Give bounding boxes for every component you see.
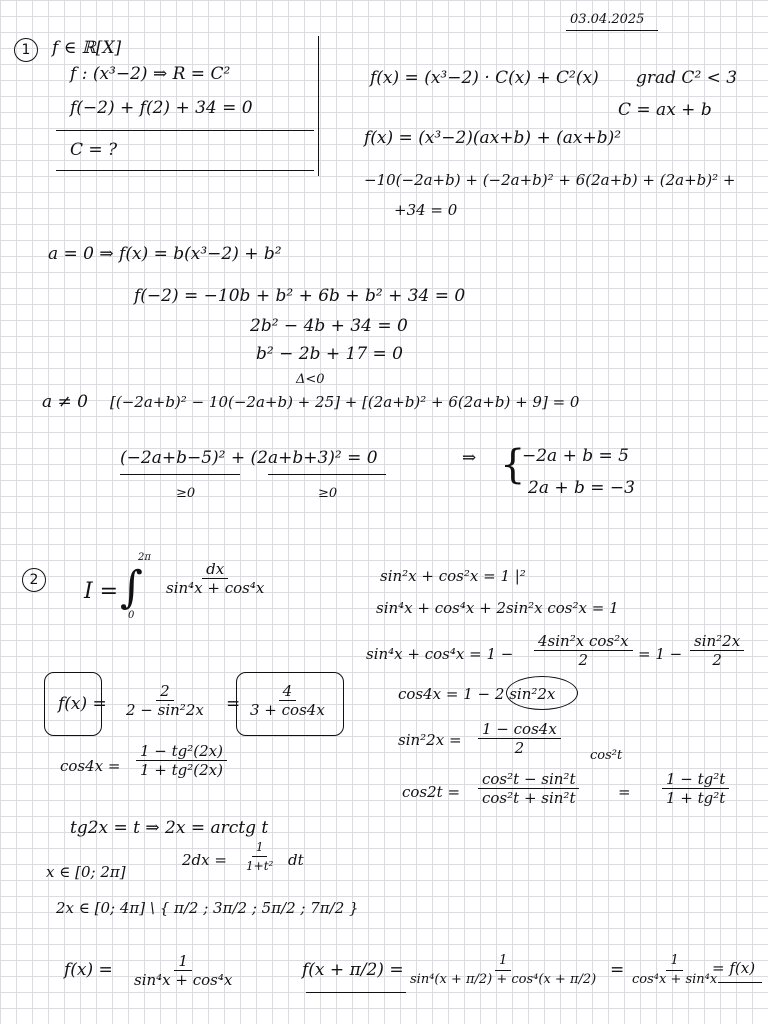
period-frac3 [628,952,721,989]
given-vertical-divider [318,36,319,176]
question-underline [56,170,314,171]
circled-sin2-2x [506,676,578,710]
p2-right-l2: sin⁴x + cos⁴x + 2sin²x cos²x = 1 [376,599,619,617]
frac-num: 2 [156,682,174,701]
boxed-eq: = [226,694,241,714]
period-fshift: f(x + π/2) = [302,960,404,980]
cos4x-frac [136,742,227,779]
period-eq: = [610,960,625,980]
case-an0-implies: ⇒ [462,448,477,468]
period-underline [306,992,406,993]
nonneg-left: ≥0 [176,486,196,501]
p2-right-l4: cos4x = 1 − 2 sin²2x [398,685,556,703]
p2-right-l6-note: cos²t [590,748,623,763]
given-condition: f(−2) + f(2) + 34 = 0 [70,98,253,118]
frac-den: sin⁴(x + π/2) + cos⁴(x + π/2) [410,972,597,987]
case-a0-l3: b² − 2b + 17 = 0 [256,344,403,364]
square-underline-1 [120,474,240,475]
p1-c-form: C = ax + b [618,100,712,120]
integral-I: I = [84,579,119,604]
p2-right-l5a: sin²2x = [398,731,462,749]
frac-den: 1 + tg²(2x) [140,761,223,779]
date-underline [566,30,658,31]
subst-l2b: dt [288,851,304,869]
frac-num: 1 − cos4x [478,720,561,739]
system-eq1: −2a + b = 5 [522,446,629,466]
frac-num: 1 [174,952,192,971]
frac-num: cos²t − sin²t [478,770,579,789]
subst-domain: x ∈ [0; 2π] [46,863,126,881]
given-separator [56,130,314,131]
boxed-fx-label: f(x) = [58,694,107,714]
integrand-den: sin⁴x + cos⁴x [166,579,265,597]
p2-right-l1: sin²x + cos²x = 1 |² [380,567,526,585]
given-division: f : (x³−2) ⇒ R = C² [70,64,231,84]
case-a0-l1: f(−2) = −10b + b² + 6b + b² + 34 = 0 [134,286,466,306]
frac-den: 2 [712,651,722,669]
p1-right-line4: +34 = 0 [394,201,458,219]
boxed-frac2 [246,682,329,719]
p1-grad: grad C² < 3 [636,68,738,88]
p2-right-l3a: sin⁴x + cos⁴x = 1 − [366,645,514,663]
frac-num: 1 − tg²(2x) [136,742,227,761]
period-result: = f(x) [712,959,756,977]
frac-den: 3 + cos4x [250,701,325,719]
subst-frac [242,838,277,875]
given-ring: f ∈ ℝ[X] [52,38,122,58]
case-a0-l2: 2b² − 4b + 34 = 0 [250,316,408,336]
frac-den: cos⁴x + sin⁴x [632,972,718,987]
frac-den: sin⁴x + cos⁴x [134,971,233,989]
square-underline-2 [268,474,386,475]
subst-exclusion: 2x ∈ [0; 4π] \ { π/2 ; 3π/2 ; 5π/2 ; 7π/2 } [56,899,359,917]
integrand-num: dx [202,560,228,579]
p2-right-l6a: cos2t = [402,783,461,801]
subst-l2a: 2dx = [182,851,227,869]
p2-right-l6-frac2 [662,770,729,807]
p1-right-line2: f(x) = (x³−2)(ax+b) + (ax+b)² [364,128,622,148]
frac-num: 4 [279,682,297,701]
integral-sign: ∫ [120,562,143,613]
p1-right-line3: −10(−2a+b) + (−2a+b)² + 6(2a+b) + (2a+b)² + [364,171,736,189]
case-an0-l1: [(−2a+b)² − 10(−2a+b) + 25] + [(2a+b)² + 6(2a+b) + 9] = 0 [110,393,580,411]
delta-note: Δ<0 [296,372,325,387]
integral-upper: 2π [138,552,151,563]
subst-l1: tg2x = t ⇒ 2x = arctg t [70,818,269,838]
frac-num: 1 [666,952,682,971]
frac-num: 1 [252,838,268,857]
case-an0-l2: (−2a+b−5)² + (2a+b+3)² = 0 [120,448,378,468]
boxed-frac1 [122,682,208,719]
frac-num: 4sin²x cos²x [534,632,633,651]
frac-den: 2 [578,651,589,669]
frac-den: 1 + tg²t [666,789,726,807]
p2-right-l3b: = 1 − [638,645,683,663]
frac-num: sin²2x [690,632,744,651]
problem-number-2: 2 [22,568,46,592]
p2-right-l6-eq: = [618,783,631,801]
period-frac1 [130,952,236,989]
integrand [162,560,268,597]
p2-right-l5-frac [478,720,561,757]
frac-den: 2 − sin²2x [126,701,204,719]
p2-right-l6-frac1 [478,770,579,807]
cos4x-lhs: cos4x = [60,757,121,775]
question: C = ? [70,140,118,160]
system-eq2: 2a + b = −3 [528,478,635,498]
date: 03.04.2025 [570,12,645,27]
period-fx: f(x) = [64,960,113,980]
frac-num: 1 [495,952,511,971]
p2-right-l3-frac2 [690,632,744,669]
period-underline-2 [718,982,762,983]
system-brace: { [500,442,526,488]
period-frac2 [406,952,600,989]
p1-right-line1: f(x) = (x³−2) · C(x) + C²(x) [370,68,599,88]
problem-number-1: 1 [14,38,38,62]
case-an0-head: a ≠ 0 [42,392,89,412]
case-a0-head: a = 0 ⇒ f(x) = b(x³−2) + b² [48,244,282,264]
integral-lower: 0 [128,610,135,621]
frac-num: 1 − tg²t [662,770,729,789]
frac-den: 1+t² [246,859,274,873]
nonneg-right: ≥0 [318,486,338,501]
p2-right-l3-frac1 [534,632,633,669]
frac-den: 2 [514,739,525,757]
frac-den: cos²t + sin²t [482,789,576,807]
